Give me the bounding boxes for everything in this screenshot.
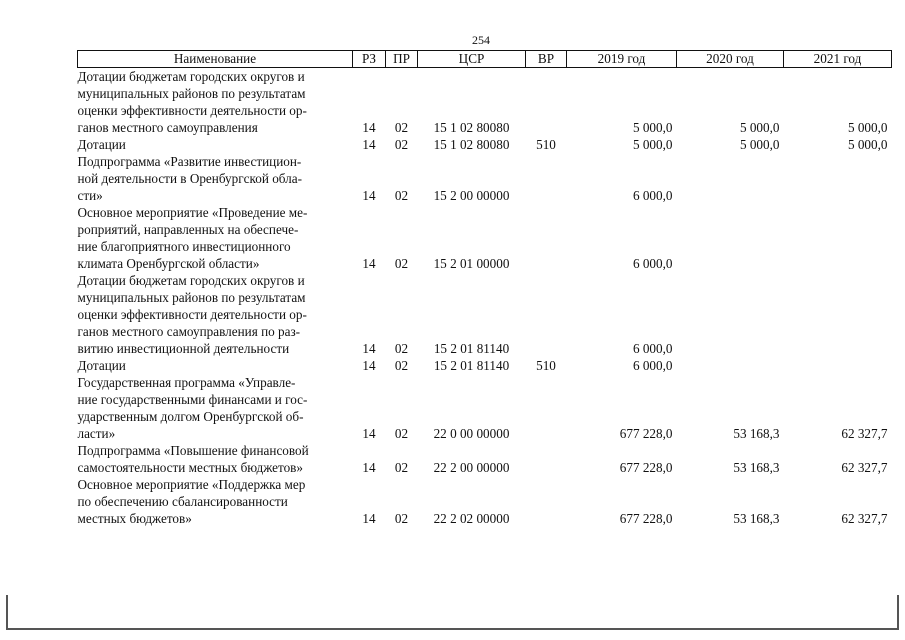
table-row [78,357,892,374]
row-name-line: сти» [77,188,103,203]
row-vr: 510 [536,358,556,373]
row-pr: 02 [394,120,409,135]
table-header-row [78,51,892,68]
row-name [78,476,353,527]
table-row [78,204,892,272]
row-name-line: ганов местного самоуправления [77,120,258,135]
row-2020 [677,357,784,374]
row-vr [526,272,567,357]
row-name-line: ударственным долгом Оренбургской об- [77,409,304,424]
row-2019: 677 228,0 [619,426,673,441]
row-2021: 62 327,7 [841,511,888,526]
row-name-line: витию инвестиционной деятельности [77,341,290,356]
row-2020: 53 168,3 [733,511,780,526]
row-name-line: оценки эффективности деятельности ор- [77,307,307,322]
row-2021: 62 327,7 [841,460,888,475]
row-pr: 02 [394,341,409,356]
row-pr: 02 [394,358,409,373]
header-vr: ВР [526,51,567,68]
row-rz: 14 [362,460,376,475]
row-name-line: Основное мероприятие «Поддержка мер [77,477,306,492]
row-csr: 15 2 01 00000 [433,256,510,271]
page-number: 254 [472,33,490,47]
header-2019: 2019 год [567,51,677,68]
row-name-line: Подпрограмма «Развитие инвестицион- [77,154,302,169]
row-rz: 14 [362,511,376,526]
row-csr: 22 2 02 00000 [433,511,510,526]
row-name [78,374,353,442]
row-2019: 6 000,0 [632,358,673,373]
row-csr: 15 1 02 80080 [433,137,510,152]
row-2020: 5 000,0 [739,137,780,152]
row-csr: 15 2 00 00000 [433,188,510,203]
header-rz: РЗ [353,51,386,68]
table-body [78,68,892,528]
row-name [78,136,353,153]
header-2021: 2021 год [784,51,892,68]
row-2019: 6 000,0 [632,188,673,203]
row-name-line: местных бюджетов» [77,511,192,526]
row-name-line: ганов местного самоуправления по раз- [77,324,301,339]
row-2019: 677 228,0 [619,460,673,475]
row-2020 [677,272,784,357]
row-2019: 677 228,0 [619,511,673,526]
header-pr: ПР [386,51,418,68]
row-pr: 02 [394,511,409,526]
row-name [78,272,353,357]
table-row [78,374,892,442]
row-2019: 6 000,0 [632,341,673,356]
row-name-line: по обеспечению сбалансированности [77,494,288,509]
row-2021 [784,272,892,357]
row-pr: 02 [394,256,409,271]
row-vr: 510 [536,137,556,152]
row-vr [526,204,567,272]
row-csr: 15 2 01 81140 [433,341,510,356]
row-vr [526,374,567,442]
row-name-line: ной деятельности в Оренбургской обла- [77,171,302,186]
row-2020: 5 000,0 [739,120,780,135]
row-2019: 5 000,0 [632,137,673,152]
row-2021 [784,204,892,272]
row-name-line: самостоятельности местных бюджетов» [77,460,303,475]
row-2019: 6 000,0 [632,256,673,271]
row-pr: 02 [394,137,409,152]
row-name-line: Государственная программа «Управле- [77,375,296,390]
header-csr: ЦСР [418,51,526,68]
row-name-line: ласти» [77,426,116,441]
table-row [78,476,892,527]
row-name-line: ние благоприятного инвестиционного [77,239,291,254]
row-rz: 14 [362,426,376,441]
row-rz: 14 [362,358,376,373]
row-name-line: климата Оренбургской области» [77,256,260,271]
row-name-line: Дотации [77,358,126,373]
row-name [78,357,353,374]
row-csr: 22 0 00 00000 [433,426,510,441]
row-vr [526,68,567,137]
row-2021 [784,153,892,204]
row-name-line: ние государственными финансами и гос- [77,392,308,407]
row-name-line: Дотации бюджетам городских округов и [77,273,305,288]
row-rz: 14 [362,256,376,271]
row-csr: 22 2 00 00000 [433,460,510,475]
row-2021 [784,357,892,374]
row-vr [526,153,567,204]
row-name-line: Основное мероприятие «Проведение ме- [77,205,308,220]
row-pr: 02 [394,188,409,203]
row-name [78,442,353,476]
table-row [78,136,892,153]
row-vr [526,442,567,476]
row-pr: 02 [394,426,409,441]
row-vr [526,476,567,527]
row-2020 [677,153,784,204]
row-name-line: Подпрограмма «Повышение финансовой [77,443,309,458]
row-rz: 14 [362,120,376,135]
row-2021: 5 000,0 [847,120,888,135]
table-row [78,272,892,357]
row-rz: 14 [362,137,376,152]
row-name [78,68,353,137]
row-name [78,204,353,272]
frame-right-rule [897,595,899,629]
table-row [78,442,892,476]
row-csr: 15 2 01 81140 [433,358,510,373]
row-name-line: оценки эффективности деятельности ор- [77,103,307,118]
row-name-line: муниципальных районов по результатам [77,290,306,305]
row-2019: 5 000,0 [632,120,673,135]
frame-bottom-rule [6,628,899,630]
row-rz: 14 [362,341,376,356]
row-2020 [677,204,784,272]
row-name-line: Дотации [77,137,126,152]
row-2021: 62 327,7 [841,426,888,441]
row-2020: 53 168,3 [733,460,780,475]
header-name: Наименование [78,51,353,68]
header-2020: 2020 год [677,51,784,68]
row-2021: 5 000,0 [847,137,888,152]
row-name [78,153,353,204]
row-2020: 53 168,3 [733,426,780,441]
budget-table [77,50,892,527]
frame-left-rule [6,595,8,629]
row-pr: 02 [394,460,409,475]
row-name-line: роприятий, направленных на обеспече- [77,222,299,237]
table-row [78,153,892,204]
table-row [78,68,892,137]
row-rz: 14 [362,188,376,203]
row-csr: 15 1 02 80080 [433,120,510,135]
row-name-line: Дотации бюджетам городских округов и [77,69,305,84]
row-name-line: муниципальных районов по результатам [77,86,306,101]
